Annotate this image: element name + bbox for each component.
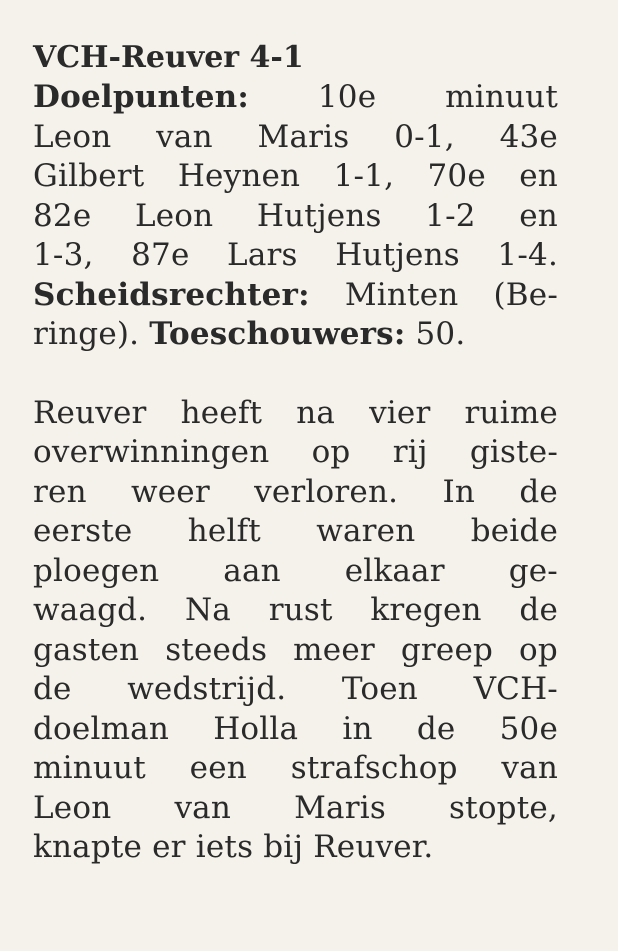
word: en xyxy=(519,158,558,194)
word: en xyxy=(519,197,558,234)
word: 10e xyxy=(317,79,377,115)
goals-line-1 xyxy=(33,78,558,118)
word: kregen xyxy=(370,592,482,628)
word: ringe). xyxy=(33,316,140,352)
body-line-5 xyxy=(33,552,558,592)
goals-label: Doelpunten: xyxy=(33,79,250,115)
word: de xyxy=(416,710,456,747)
word: aan xyxy=(223,552,281,589)
word: greep xyxy=(400,631,494,668)
word: Reuver xyxy=(33,394,147,431)
word: 50e xyxy=(499,710,558,747)
body-line-9 xyxy=(33,710,558,750)
word: eerste xyxy=(33,513,133,549)
word: verloren. xyxy=(254,473,399,510)
word: 82e xyxy=(33,197,92,234)
word: Hutjens xyxy=(335,237,460,273)
word: strafschop xyxy=(290,750,458,786)
word: steeds xyxy=(165,631,268,668)
referee-line xyxy=(33,276,558,316)
word: van xyxy=(501,750,558,786)
word: heeft xyxy=(180,394,263,431)
word: in xyxy=(342,710,373,747)
word: Hutjens xyxy=(256,197,382,234)
word: van xyxy=(156,118,213,155)
word: waren xyxy=(316,513,416,549)
match-headline: VCH-Reuver 4-1 xyxy=(33,40,304,75)
word: van xyxy=(174,789,232,826)
word: Leon xyxy=(33,789,112,826)
body-line-11 xyxy=(33,789,558,829)
goals-line-2 xyxy=(33,118,558,158)
word: Lars xyxy=(227,237,298,273)
word: Leon xyxy=(134,197,214,234)
word: Leon xyxy=(33,118,112,155)
body-line-2 xyxy=(33,433,558,473)
word: 1-4. xyxy=(497,237,558,273)
goals-line-4 xyxy=(33,197,558,237)
goals-line-5 xyxy=(33,236,558,276)
word: vier xyxy=(369,394,431,431)
word: de xyxy=(519,592,558,628)
word: de xyxy=(519,473,558,510)
word: Heynen xyxy=(177,158,301,194)
body-line-3 xyxy=(33,473,558,513)
body-line-7 xyxy=(33,631,558,671)
word: 43e xyxy=(499,118,558,155)
last-line-text: knapte er iets bij Reuver. xyxy=(33,829,434,865)
spectators-label: Toeschouwers: xyxy=(149,316,406,352)
word: Maris xyxy=(294,789,386,826)
body-line-4 xyxy=(33,512,558,552)
word: ruime xyxy=(464,394,558,431)
body-line-12 xyxy=(33,828,558,868)
article-column xyxy=(33,38,558,868)
word: elkaar xyxy=(344,552,445,589)
word: overwinningen xyxy=(33,434,270,470)
word: rij xyxy=(392,434,428,470)
body-line-6 xyxy=(33,591,558,631)
goals-line-3 xyxy=(33,157,558,197)
paragraph-gap xyxy=(33,355,558,394)
word: stopte, xyxy=(449,789,558,826)
referee-label: Scheidsrechter: xyxy=(33,276,310,313)
word: 1-1, xyxy=(333,158,395,194)
word: Na xyxy=(184,592,231,628)
word: Minten xyxy=(344,276,459,313)
word: beide xyxy=(470,513,558,549)
word: waagd. xyxy=(33,592,148,628)
word: Holla xyxy=(213,710,299,747)
spectators-line xyxy=(33,315,558,355)
word: rust xyxy=(268,592,333,628)
body-line-1 xyxy=(33,394,558,434)
word: 87e xyxy=(131,237,190,273)
word: giste- xyxy=(469,434,558,470)
word: minuut xyxy=(445,79,558,115)
word: gasten xyxy=(33,631,140,668)
word: na xyxy=(296,394,336,431)
word: minuut xyxy=(33,750,146,786)
word: weer xyxy=(131,473,210,510)
word: Toen xyxy=(341,671,418,707)
word: helft xyxy=(187,513,261,549)
word: ren xyxy=(33,473,87,510)
word: 0-1, xyxy=(394,118,455,155)
spectators-value: 50. xyxy=(415,316,466,352)
word: meer xyxy=(293,631,375,668)
body-line-8 xyxy=(33,670,558,710)
word: Gilbert xyxy=(33,158,145,194)
word: op xyxy=(311,434,351,470)
word: ge- xyxy=(508,552,558,589)
word: 1-2 xyxy=(425,197,476,234)
word: VCH- xyxy=(473,671,558,707)
word: op xyxy=(519,631,558,668)
word: 1-3, xyxy=(33,237,94,273)
word: ploegen xyxy=(33,552,160,589)
word: (Be- xyxy=(493,276,558,313)
word: In xyxy=(442,473,476,510)
word: een xyxy=(189,750,247,786)
word: wedstrijd. xyxy=(127,671,287,707)
word: 70e xyxy=(427,158,486,194)
word: doelman xyxy=(33,710,170,747)
word: de xyxy=(33,671,72,707)
body-line-10 xyxy=(33,749,558,789)
word: Maris xyxy=(257,118,350,155)
